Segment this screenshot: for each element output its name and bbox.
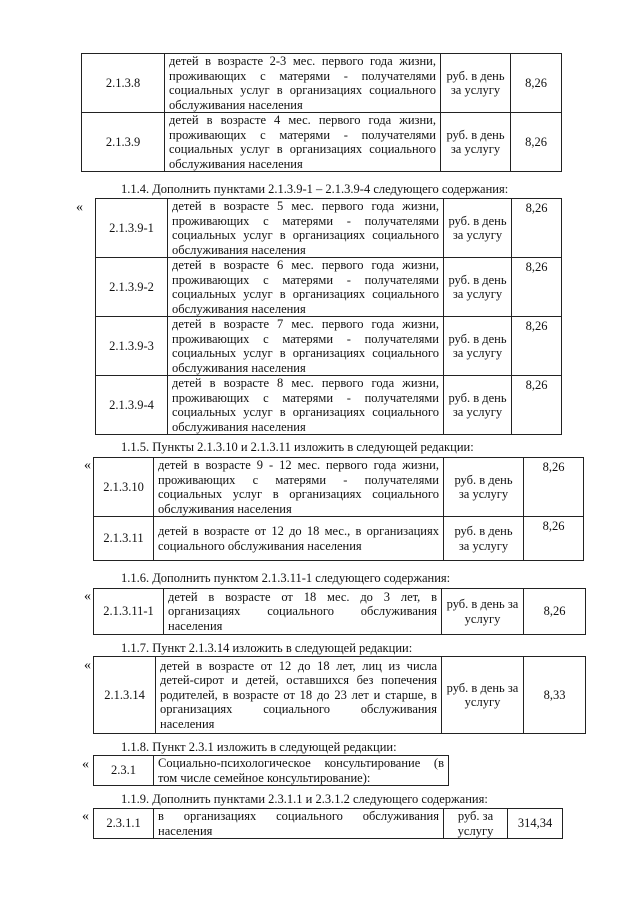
row-code: 2.1.3.9 <box>82 113 165 172</box>
opening-quote-mark: « <box>84 458 91 473</box>
row-value: 314,34 <box>508 809 563 839</box>
paragraph-1-1-7: 1.1.7. Пункт 2.1.3.14 изложить в следующей редакции: <box>121 641 413 655</box>
row-description: детей в возрасте 7 мес. первого года жизни, проживающих с матерями - получателями социальных услуг в организациях социального обслуживания населения <box>168 317 444 376</box>
row-unit: руб. в день за услугу <box>444 317 512 376</box>
row-code: 2.1.3.14 <box>94 657 156 734</box>
row-code: 2.3.1.1 <box>94 809 154 839</box>
paragraph-1-1-4: 1.1.4. Дополнить пунктами 2.1.3.9-1 – 2.1.3.9-4 следующего содержания: <box>121 182 509 196</box>
row-unit: руб. в день за услугу <box>441 54 511 113</box>
row-value: 8,26 <box>512 376 562 435</box>
row-value: 8,26 <box>512 199 562 258</box>
row-description: детей в возрасте 9 - 12 мес. первого года жизни, проживающих с матерями - получателями социальных услуг в организациях социального обслуживания населения <box>154 458 444 517</box>
row-description: детей в возрасте от 18 мес. до 3 лет, в организациях социального обслуживания населения <box>164 589 442 635</box>
row-unit: руб. в день за услугу <box>441 113 511 172</box>
table-row <box>82 54 562 113</box>
row-description: детей в возрасте 2-3 мес. первого года жизни, проживающих с матерями - получателями социальных услуг в организациях социального обслуживания населения <box>165 54 441 113</box>
tariff-table-4 <box>93 588 586 635</box>
table-row <box>94 589 586 635</box>
tariff-table-2 <box>95 198 562 435</box>
table-row <box>96 317 562 376</box>
row-code: 2.1.3.11 <box>94 517 154 561</box>
table-row <box>94 517 584 561</box>
paragraph-1-1-6: 1.1.6. Дополнить пунктом 2.1.3.11-1 следующего содержания: <box>121 571 451 585</box>
row-description: детей в возрасте 6 мес. первого года жизни, проживающих с матерями - получателями социальных услуг в организациях социального обслуживания населения <box>168 258 444 317</box>
row-unit: руб. в день за услугу <box>442 657 524 734</box>
row-code: 2.1.3.9-1 <box>96 199 168 258</box>
row-code: 2.1.3.10 <box>94 458 154 517</box>
tariff-table-7 <box>93 808 563 839</box>
row-description: детей в возрасте 8 мес. первого года жизни, проживающих с матерями - получателями социальных услуг в организациях социального обслуживания населения <box>168 376 444 435</box>
table-row <box>94 809 563 839</box>
row-code: 2.1.3.11-1 <box>94 589 164 635</box>
row-value: 8,26 <box>524 517 584 561</box>
row-unit: руб. в день за услугу <box>444 517 524 561</box>
row-unit: руб. в день за услугу <box>442 589 524 635</box>
row-value: 8,26 <box>512 317 562 376</box>
row-description: детей в возрасте от 12 до 18 мес., в организациях социального обслуживания населения <box>154 517 444 561</box>
paragraph-1-1-8: 1.1.8. Пункт 2.3.1 изложить в следующей редакции: <box>121 740 397 754</box>
row-code: 2.1.3.8 <box>82 54 165 113</box>
row-unit: руб. за услугу <box>444 809 508 839</box>
tariff-table-3 <box>93 457 584 561</box>
paragraph-1-1-9: 1.1.9. Дополнить пунктами 2.3.1.1 и 2.3.1.2 следующего содержания: <box>121 792 488 806</box>
row-code: 2.1.3.9-4 <box>96 376 168 435</box>
row-value: 8,26 <box>524 589 586 635</box>
row-value: 8,26 <box>511 113 562 172</box>
row-unit: руб. в день за услугу <box>444 199 512 258</box>
row-unit: руб. в день за услугу <box>444 258 512 317</box>
tariff-table-6 <box>93 755 449 786</box>
table-row <box>96 199 562 258</box>
table-row <box>82 113 562 172</box>
opening-quote-mark: « <box>84 589 91 604</box>
row-value: 8,26 <box>512 258 562 317</box>
row-description: Социально-психологическое консультирование (в том числе семейное консультирование): <box>154 756 449 786</box>
row-code: 2.1.3.9-2 <box>96 258 168 317</box>
opening-quote-mark: « <box>82 809 89 824</box>
opening-quote-mark: « <box>76 200 83 215</box>
row-description: детей в возрасте 4 мес. первого года жизни, проживающих с матерями - получателями социальных услуг в организациях социального обслуживания населения <box>165 113 441 172</box>
tariff-table-5 <box>93 656 586 734</box>
row-value: 8,33 <box>524 657 586 734</box>
row-value: 8,26 <box>511 54 562 113</box>
paragraph-1-1-5: 1.1.5. Пункты 2.1.3.10 и 2.1.3.11 изложить в следующей редакции: <box>121 440 474 454</box>
row-description: детей в возрасте 5 мес. первого года жизни, проживающих с матерями - получателями социальных услуг в организациях социального обслуживания населения <box>168 199 444 258</box>
opening-quote-mark: « <box>82 757 89 772</box>
table-row <box>94 657 586 734</box>
row-description: детей в возрасте от 12 до 18 лет, лиц из числа детей-сирот и детей, оставшихся без попечения родителей, в возрасте от 18 до 23 лет и старше, в организациях социального обслуживания населения <box>156 657 442 734</box>
table-row <box>96 258 562 317</box>
row-code: 2.3.1 <box>94 756 154 786</box>
tariff-table-1 <box>81 53 562 172</box>
row-unit: руб. в день за услугу <box>444 376 512 435</box>
opening-quote-mark: « <box>84 658 91 673</box>
row-value: 8,26 <box>524 458 584 517</box>
table-row <box>94 458 584 517</box>
row-unit: руб. в день за услугу <box>444 458 524 517</box>
table-row <box>96 376 562 435</box>
row-description: в организациях социального обслуживания населения <box>154 809 444 839</box>
row-code: 2.1.3.9-3 <box>96 317 168 376</box>
table-row <box>94 756 449 786</box>
